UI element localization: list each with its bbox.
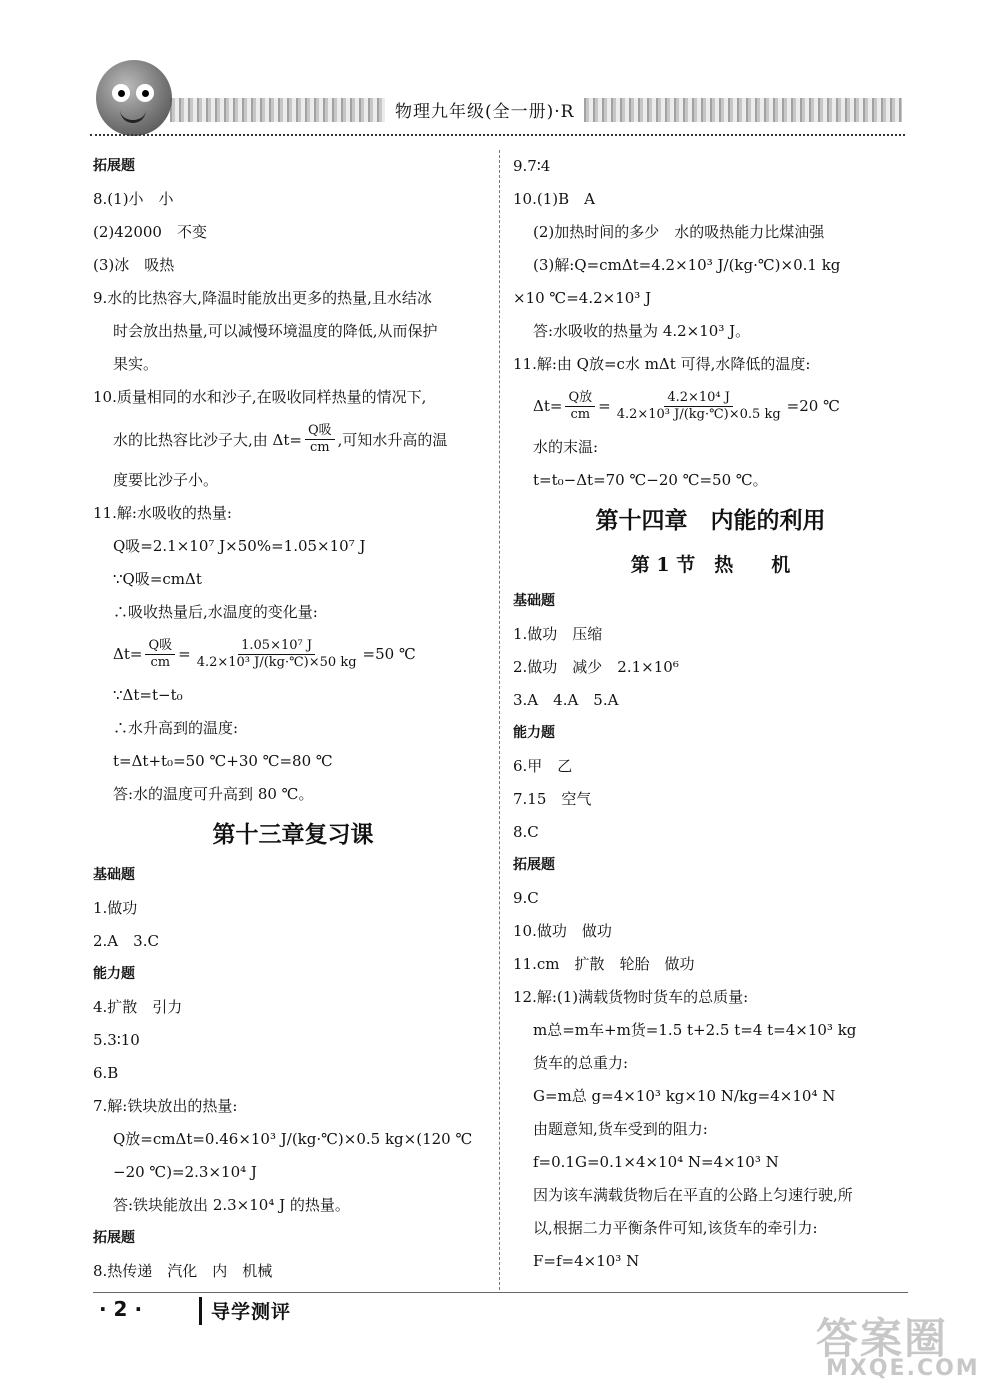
answer-line: 7.15 空气 [513, 790, 592, 808]
fraction: $\frac{\text{Q放}}{cm}$ [565, 390, 595, 423]
answer-line: 4.扩散 引力 [93, 998, 183, 1016]
watermark-text: 答案圈 [816, 1314, 949, 1363]
answer-line: 1.做功 [93, 899, 138, 917]
answer-line: 果实。 [113, 355, 159, 373]
right-column [513, 150, 908, 1278]
answer-line: 由题意知,货车受到的阻力: [533, 1120, 708, 1138]
answer-line: (3)解:Q=cmΔt=4.2×10³ J/(kg·℃)×0.1 kg [533, 256, 841, 274]
section-heading: 拓展题 [93, 1230, 135, 1246]
chapter-title: 第十三章复习课 [212, 821, 374, 848]
answer-line: m总=m车+m货=1.5 t+2.5 t=4 t=4×10³ kg [533, 1021, 857, 1039]
answer-line: 7.解:铁块放出的热量: [93, 1097, 238, 1115]
formula-line: Δt= $\frac{\text{Q吸}}{cm}$ = $\frac{\text{1.05×10⁷ J}}{\text{4.2×10³ J/(kg·℃)×50 kg}}$ =50 ℃ [113, 637, 416, 670]
footer-bar [199, 1297, 202, 1325]
watermark [808, 1306, 988, 1384]
section-heading: 能力题 [93, 966, 135, 982]
answer-line: 10.(1)B A [513, 190, 595, 208]
page-footer [93, 1292, 908, 1329]
answer-line: 9.水的比热容大,降温时能放出更多的热量,且水结冰 [93, 289, 432, 307]
answer-line: ∴吸收热量后,水温度的变化量: [113, 603, 318, 621]
answer-line: 9.7∶4 [513, 157, 551, 175]
formula-line: 水的比热容比沙子大,由 Δt= $\frac{\text{Q吸}}{cm}$ ,可知水升高的温 [113, 422, 448, 455]
answer-line: (2)42000 不变 [93, 223, 207, 241]
answer-line: t=t₀−Δt=70 ℃−20 ℃=50 ℃。 [533, 471, 768, 489]
answer-line: 6.甲 乙 [513, 757, 573, 775]
answer-line: 8.C [513, 823, 539, 841]
answer-line: 2.A 3.C [93, 932, 159, 950]
answer-line: 10.做功 做功 [513, 922, 612, 940]
answer-line: (2)加热时间的多少 水的吸热能力比煤油强 [533, 223, 825, 241]
section-heading: 拓展题 [93, 158, 135, 174]
left-column [93, 150, 493, 1288]
answer-line: 答:水的温度可升高到 80 ℃。 [113, 785, 314, 803]
answer-line: 因为该车满载货物后在平直的公路上匀速行驶,所 [533, 1186, 853, 1204]
answer-line: 度要比沙子小。 [113, 471, 219, 489]
section-heading: 拓展题 [513, 857, 555, 873]
answer-line: 答:铁块能放出 2.3×10⁴ J 的热量。 [113, 1196, 350, 1214]
answer-line: 11.解:水吸收的热量: [93, 504, 232, 522]
answer-line: ∵Δt=t−t₀ [113, 686, 183, 704]
answer-line: 11.解:由 Q放=c水 mΔt 可得,水降低的温度: [513, 355, 811, 373]
answer-line: ×10 ℃=4.2×10³ J [513, 289, 652, 307]
answer-line: G=m总 g=4×10³ kg×10 N/kg=4×10⁴ N [533, 1087, 836, 1105]
answer-line: 答:水吸收的热量为 4.2×10³ J。 [533, 322, 751, 340]
answer-line: 9.C [513, 889, 539, 907]
formula-line: Δt= $\frac{\text{Q放}}{cm}$ = $\frac{\text{4.2×10⁴ J}}{\text{4.2×10³ J/(kg·℃)×0.5 kg}}$ =20 ℃ [533, 389, 840, 422]
answer-line: t=Δt+t₀=50 ℃+30 ℃=80 ℃ [113, 752, 333, 770]
answer-line: f=0.1G=0.1×4×10⁴ N=4×10³ N [533, 1153, 779, 1171]
answer-line: 12.解:(1)满载货物时货车的总质量: [513, 988, 749, 1006]
section-heading: 基础题 [93, 867, 135, 883]
answer-line: −20 ℃)=2.3×10⁴ J [113, 1163, 257, 1181]
page-header [90, 60, 905, 160]
answer-line: 水的末温: [533, 438, 599, 456]
answer-line: F=f=4×10³ N [533, 1252, 640, 1270]
page-number: · 2 · [99, 1297, 143, 1321]
answer-line: 10.质量相同的水和沙子,在吸收同样热量的情况下, [93, 388, 427, 406]
section-title: 第 1 节 热 机 [630, 554, 791, 576]
answer-line: 1.做功 压缩 [513, 625, 603, 643]
section-heading: 基础题 [513, 593, 555, 609]
watermark-url: MXQE.COM [826, 1356, 980, 1381]
fraction: $\frac{\text{Q吸}}{cm}$ [145, 638, 175, 671]
answer-line: 货车的总重力: [533, 1054, 629, 1072]
answer-line: Q放=cmΔt=0.46×10³ J/(kg·℃)×0.5 kg×(120 ℃ [113, 1130, 473, 1148]
fraction: $\frac{\text{4.2×10⁴ J}}{\text{4.2×10³ J/(kg·℃)×0.5 kg}}$ [616, 389, 781, 422]
answer-line: ∵Q吸=cmΔt [113, 570, 202, 588]
answer-line: (3)冰 吸热 [93, 256, 175, 274]
fraction: $\frac{\text{Q吸}}{cm}$ [305, 423, 335, 456]
answer-line: 11.cm 扩散 轮胎 做功 [513, 955, 695, 973]
header-title: 物理九年级(全一册)·R [385, 97, 584, 122]
chapter-title: 第十四章 内能的利用 [595, 507, 826, 534]
column-divider [499, 150, 500, 1290]
mascot-logo [96, 60, 172, 136]
answer-line: 3.A 4.A 5.A [513, 691, 619, 709]
answer-line: 时会放出热量,可以减慢环境温度的降低,从而保护 [113, 322, 438, 340]
answer-line: ∴水升高到的温度: [113, 719, 239, 737]
header-divider [90, 134, 905, 136]
answer-line: Q吸=2.1×10⁷ J×50%=1.05×10⁷ J [113, 537, 366, 555]
answer-line: 8.热传递 汽化 内 机械 [93, 1262, 273, 1280]
answer-line: 6.B [93, 1064, 119, 1082]
brand-label: 导学测评 [211, 1301, 292, 1323]
answer-line: 8.(1)小 小 [93, 190, 174, 208]
section-heading: 能力题 [513, 725, 555, 741]
answer-line: 2.做功 减少 2.1×10⁶ [513, 658, 679, 676]
fraction: $\frac{\text{1.05×10⁷ J}}{\text{4.2×10³ J/(kg·℃)×50 kg}}$ [196, 637, 357, 670]
answer-line: 5.3∶10 [93, 1031, 140, 1049]
answer-line: 以,根据二力平衡条件可知,该货车的牵引力: [533, 1219, 818, 1237]
